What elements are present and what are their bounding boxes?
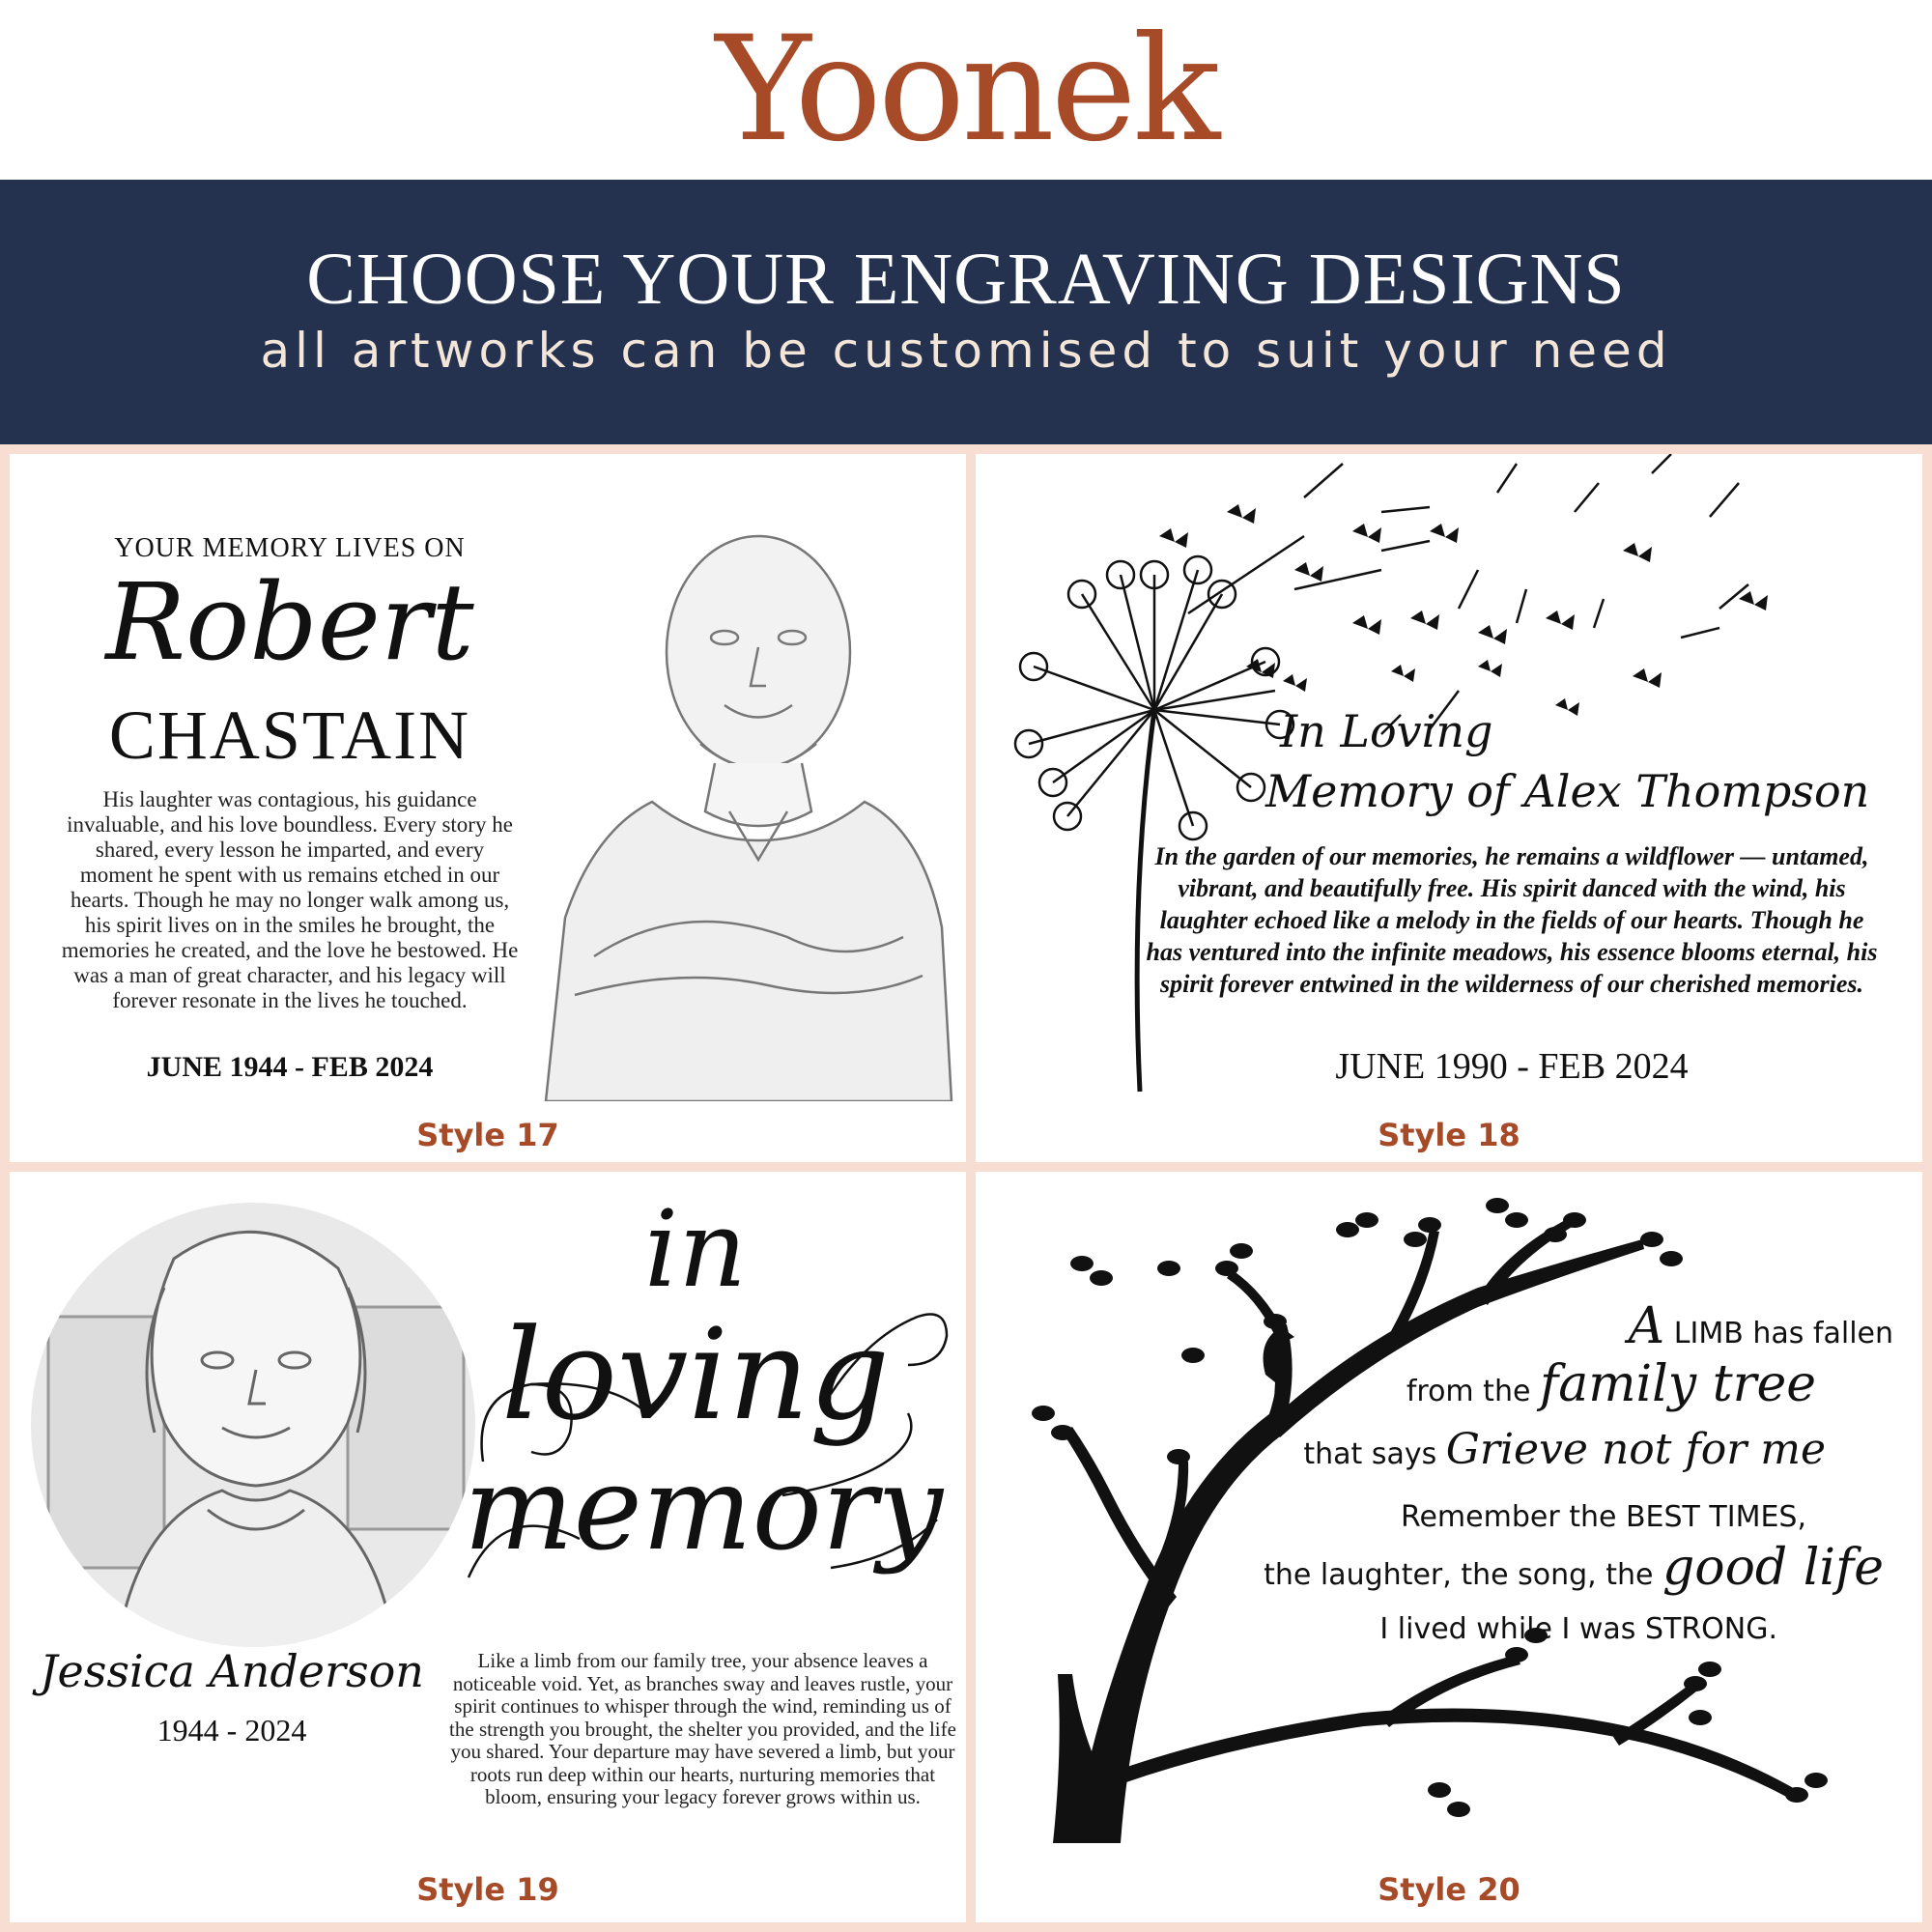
script-loving: loving: [501, 1301, 890, 1448]
life-dates: 1944 - 2024: [156, 1713, 307, 1747]
verse-script-family-tree: family tree: [1539, 1355, 1816, 1413]
sketch-portrait-woman: [29, 1201, 478, 1650]
heading-in-loving: In Loving: [1280, 705, 1493, 757]
tribute-text: Like a limb from our family tree, your absence leaves a noticeable void. Yet, as branches sway and leaves rustle, your spirit continues to whisper through the wind, reminding us of the strength you brought, the shelter you provided, and the life you shared. Your departure may have severed a limb, but your roots run deep within our hearts, nurturing memories that bloom, ensuring your legacy forever grows within us.: [449, 1649, 956, 1808]
verse-line-5: [1217, 1539, 1884, 1597]
heading-memory-of-name: Memory of Alex Thompson: [1265, 765, 1870, 817]
style-20-panel[interactable]: [976, 1172, 1922, 1922]
header-banner: [0, 180, 1932, 444]
banner-title: CHOOSE YOUR ENGRAVING DESIGNS: [306, 239, 1626, 320]
style-grid: [0, 444, 1932, 1932]
person-name: Jessica Anderson: [40, 1645, 424, 1697]
verse-line-2: [1217, 1355, 1816, 1413]
verse-text-4: Remember the BEST TIMES,: [1400, 1500, 1806, 1534]
verse-text-2: from the: [1406, 1375, 1531, 1408]
style-label: Style 17: [416, 1117, 559, 1153]
style-label: Style 19: [416, 1871, 559, 1908]
brand-logo: [0, 0, 1932, 180]
banner-subtitle: all artworks can be customised to suit your need: [260, 323, 1672, 379]
style-label: Style 18: [1378, 1117, 1520, 1153]
verse-text-5: the laughter, the song, the: [1264, 1558, 1654, 1592]
verse-line-6: [1217, 1612, 1777, 1646]
verse-line-1: [1217, 1297, 1893, 1355]
style-label: Style 20: [1378, 1871, 1520, 1908]
verse-script-good-life: good life: [1662, 1539, 1884, 1597]
style-17-panel[interactable]: [10, 454, 966, 1162]
script-in: in: [643, 1187, 748, 1311]
memory-tagline: YOUR MEMORY LIVES ON: [114, 533, 466, 563]
verse-text-6: I lived while I was STRONG.: [1379, 1612, 1777, 1646]
life-dates: JUNE 1990 - FEB 2024: [1335, 1046, 1689, 1087]
verse-script-grieve: Grieve not for me: [1445, 1425, 1826, 1474]
style-18-panel[interactable]: [976, 454, 1922, 1162]
verse-line-4: [1217, 1500, 1806, 1534]
first-name: Robert: [105, 560, 474, 684]
last-name: CHASTAIN: [108, 696, 471, 774]
logo-text: Yoonek: [715, 6, 1217, 174]
verse-text-1: LIMB has fallen: [1673, 1317, 1893, 1350]
sketch-portrait-man: [536, 512, 961, 1101]
tribute-text: His laughter was contagious, his guidance invaluable, and his love boundless. Every story he shared, every lesson he imparted, and every moment he spent with us remains etched in our hearts. Though he may no longer walk among us, his spirit lives on in the smiles he brought, the memories he created, and the love he bestowed. He was a man of great character, and his legacy will forever resonate in the lives he touched.: [61, 787, 519, 1012]
tribute-text: In the garden of our memories, he remains a wildflower — untamed, vibrant, and beautifully free. His spirit danced with the wind, his laughter echoed like a melody in the fields of our hearts. Though he has ventured into the infinite meadows, his essence blooms eternal, his spirit forever entwined in the wilderness of our cherished memories.: [1146, 842, 1878, 998]
verse-text-3: that says: [1303, 1437, 1437, 1471]
verse-line-3: [1217, 1425, 1826, 1474]
script-memory: memory: [464, 1442, 943, 1577]
style-19-panel[interactable]: [10, 1172, 966, 1922]
life-dates: JUNE 1944 - FEB 2024: [146, 1051, 434, 1083]
verse-script-a: A: [1628, 1297, 1665, 1355]
